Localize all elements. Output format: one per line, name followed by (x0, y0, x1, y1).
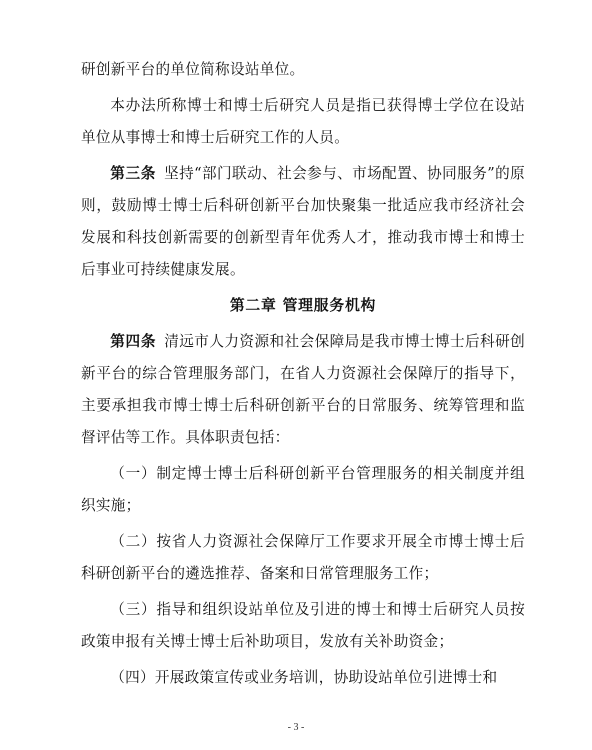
article-4-label: 第四条 (110, 333, 157, 350)
chapter-heading: 第二章 管理服务机构 (229, 297, 377, 314)
duty-item-2: （二）按省人力资源社会保障厅工作要求开展全市博士博士后科研创新平台的遴选推荐、备案和日常管理服务工作； (81, 533, 525, 582)
duty-item-3: （三）指导和组织设站单位及引进的博士和博士后研究人员按政策申报有关博士博士后补助项目，发放有关补助资金； (81, 601, 525, 650)
document-body (81, 54, 525, 698)
duty-item-4: （四）开展政策宣传或业务培训，协助设站单位引进博士和 (110, 669, 498, 686)
article-4-paragraph (81, 326, 525, 454)
definition-paragraph: 本办法所称博士和博士后研究人员是指已获得博士学位在设站单位从事博士和博士后研究工作的人员。 (81, 97, 525, 146)
article-3-label: 第三条 (110, 165, 157, 182)
continued-paragraph: 研创新平台的单位简称设站单位。 (81, 61, 305, 78)
duty-item-1: （一）制定博士博士后科研创新平台管理服务的相关制度并组织实施； (81, 465, 525, 514)
article-4-text: 清远市人力资源和社会保障局是我市博士博士后科研创新平台的综合管理服务部门，在省人力资源社会保障厅的指导下，主要承担我市博士博士后科研创新平台的日常服务、统筹管理和监督评估等工作。具体职责包括： (81, 333, 526, 446)
page-number: - 3 - (287, 722, 305, 733)
article-3-text: 坚持“部门联动、社会参与、市场配置、协同服务”的原则，鼓励博士博士后科研创新平台加快聚集一批适应我市经济社会发展和科技创新需要的创新型青年优秀人才，推动我市博士和博士后事业可持续健康发展。 (81, 165, 525, 278)
article-3-paragraph (81, 158, 525, 286)
